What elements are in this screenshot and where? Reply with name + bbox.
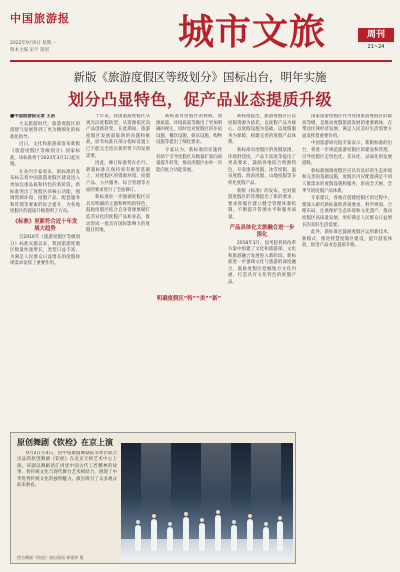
article-column-2 [86,114,150,432]
dancer-figure [215,515,221,551]
publication-date: 2022年9月6日 星期一 [10,41,56,46]
subheading: 《标准》更新符合近十年发展大趋势 [12,218,78,232]
dancer-figure [199,523,205,551]
paragraph: 十年来，我国旅游度假区从观光向度假转型，从资源依托向产品创新转变。在此期间，旅游度假区发展面临新的问题和挑战，原有标准在部分指标设置上已不能完全适应新形势下的发展需要。 [86,114,150,159]
photo-feature-text [17,451,117,555]
paragraph: 专家认为，新标准的实施将有助于引导度假区从数量扩张向质量提升转变，推动度假区由单一功能向复合功能发展。 [156,147,222,173]
stage-light [141,443,171,513]
date-line [10,40,56,54]
dancer-figure [247,519,253,551]
dancer-figure [167,527,173,551]
stage-light [201,443,231,513]
dancer-figure [135,525,141,551]
photo-feature-box [10,432,296,564]
stage-light [251,443,281,513]
paragraph: 2018年3月，国务院机构改革方案中组建了文化和旅游部，文化和旅游融合发展进入新阶段。新标准进一步强调文化与旅游的深度融合，鼓励度假区挖掘地方文化内涵，打造具有文化特色的度假产品。 [228,240,296,286]
dancer-figure [183,517,189,551]
article-kicker: 新版《旅游度假区等级划分》国标出台，明年实施 [73,70,327,84]
paragraph: 大众旅游时代，旅游度假区的创建与发展得到了更为精细化的标准化指导。 [10,121,80,140]
article-byline: ■中国旅游报记者 王洁 [10,114,56,119]
paragraph: 中国旅游研究院专家表示，新版标准的出台，将进一步规范旅游度假区的建设和管理，引导度假区走特色化、差异化、品质化的发展道路。 [302,141,392,167]
newspaper-logo: 中国旅游报 [10,12,70,25]
dancer-figure [151,519,157,551]
dancer-figure [231,525,237,551]
paragraph: 新版《标准》的发布，也对旅游度假区的管理提出了新的要求，要求度假区建立健全管理体制机制，不断提升管理水平和服务质量。 [228,188,296,220]
subheading: 产品具体化文旅融合进一步深化 [229,224,295,238]
article-headline: 划分凸显特色，促产品业态提质升级 [67,90,332,109]
photo-feature-title: 原创舞剧《钦栓》在京上演 [17,438,113,447]
paragraph: 新标准强调度假区应具有良好的生态环境和完善的基础设施，度假区内应配置满足不同人群需求的度假设施和服务，形成全天候、全季节的度假产品体系。 [302,168,392,194]
dancer-figure [263,527,269,551]
article-column-5 [302,114,392,572]
section-title: 城市文旅 [178,11,327,53]
paragraph: 新标准对度假区的度假氛围、环境舒适度、产品丰富度等提出了更高要求，鼓励各地结合资源特色，开发康养度假、冰雪度假、温泉度假、海滨度假、山地度假等多样化度假产品。 [228,147,296,186]
editors-line: 版本主编 宋宇 策划 [10,48,49,53]
dancer-figure [277,521,283,551]
article-column-1 [10,114,80,432]
weekly-badge: 周刊 [358,28,394,42]
paragraph: 在业内专家看来，新标准的发布标志着中国旅游度假区建设进入更加注重品质和特色的新阶段。新标准突出了度假区的核心功能，强调资源环境、度假产品、配套服务和管理等要素的综合提升，为各地度假区的提质升级指明了方向。 [10,169,80,215]
article-column-3 [156,114,222,432]
paragraph: 专家建议，各地在创建度假区的过程中，要深入研究新标准的各项要求，科学规划、合理布局，注重保护生态环境和文化遗产，推动度假区高质量发展，更好满足人民群众日益增长的美好生活需要。 [302,196,392,228]
paragraph: 此外，新标准还鼓励度假区运用新技术、新模式，推进智慧度假区建设，提升游客体验，促进产品业态提质升级。 [302,230,392,249]
subheading-distinctive: 明确度假区“特”“美”“新” [156,296,222,302]
paragraph: 9月2日至4日，由中国歌剧舞剧院等单位联合出品的原创舞剧《钦栓》在北京天桥艺术中心上演。该剧以舞蹈语汇讲述中国古代工匠精神的故事，将传统文化与现代舞台艺术相结合，展现了中华优秀传统文化的独特魅力。演出吸引了众多观众前来观看。 [17,451,117,489]
paragraph: 因此，修订标准势在必行。新版标准在保持原有框架基础上，对度假区的资源环境、度假产品、公共服务、综合管理等方面的要求进行了全面修订。 [86,161,150,193]
paragraph: 国家旅游度假区作为我国旅游度假区的最高等级，是推动度假旅游发展的重要载体，在带动区域经济发展、满足人民美好生活需要方面发挥着重要作用。 [302,114,392,139]
masthead-divider [10,60,392,62]
paragraph: 新标准提出，旅游度假区应以度假资源为依托，以度假产品为核心，以度假设施为基础，以度假服务为保障，构建完善的度假产品体系。 [228,114,296,146]
paragraph: 新标准对度假区的规模、资源质量、环境质量等做出了更加明确的规定，同时也对度假区的住宿设施、餐饮设施、娱乐设施、购物设施等提出了细化要求。 [156,114,222,146]
dance-performance-photo [121,443,293,561]
page-range: 21~24 [367,44,385,50]
photo-credit: 图为舞剧《钦栓》演出现场 郭建伟 摄 [17,555,84,560]
paragraph: 新标准进一步强调度假区应具有明确的主题和鲜明的特色，鼓励度假区结合自身资源禀赋打造差异化的度假产品和业态，推动形成一批具有国际影响力的度假目的地。 [86,195,150,234]
paragraph: 近日，文化和旅游部发布新版《旅游度假区等级划分》国家标准，该标准将于2023年3月1日起实施。 [10,142,80,168]
paragraph: 自2010年《旅游度假区等级划分》标准实施以来，我国旅游度假区数量快速增长，类型日益丰富，为满足人民群众日益增长的度假休闲需求发挥了重要作用。 [10,234,80,267]
